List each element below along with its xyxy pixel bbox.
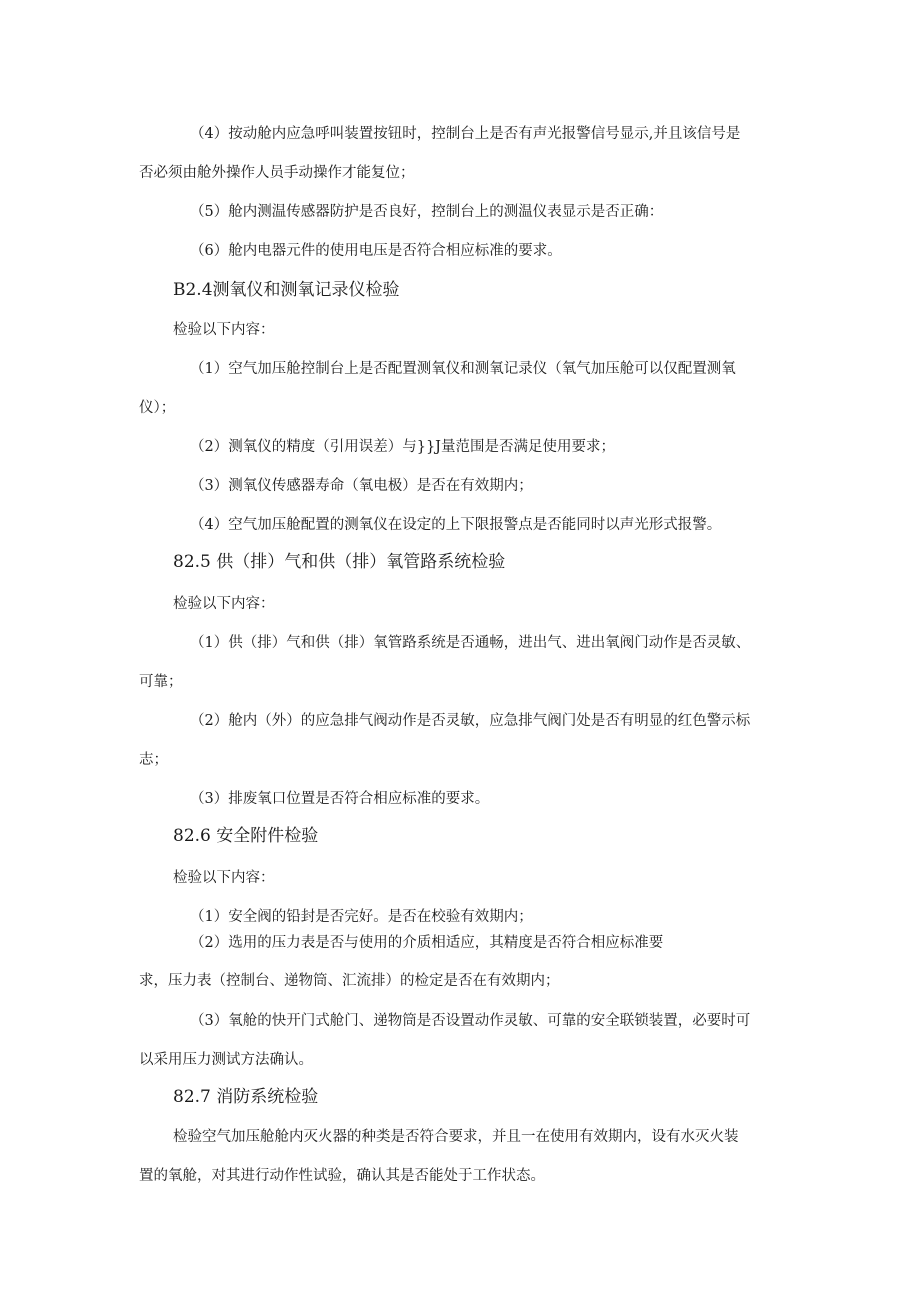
- paragraph: （2）舱内（外）的应急排气阀动作是否灵敏，应急排气阀门处是否有明显的红色警示标: [190, 713, 751, 729]
- paragraph: （2）选用的压力表是否与使用的介质相适应，其精度是否符合相应标准要: [190, 935, 664, 951]
- paragraph: （4）按动舱内应急呼叫装置按钮时，控制台上是否有声光报警信号显示,并且该信号是: [190, 126, 741, 142]
- paragraph: 否必须由舱外操作人员手动操作才能复位；: [139, 165, 415, 181]
- paragraph: （5）舱内测温传感器防护是否良好，控制台上的测温仪表显示是否正确：: [190, 204, 664, 220]
- paragraph: （4）空气加压舱配置的测氧仪在设定的上下限报警点是否能同时以声光形式报警。: [190, 517, 722, 533]
- paragraph: 求，压力表（控制台、递物筒、汇流排）的检定是否在有效期内；: [139, 973, 560, 989]
- paragraph: 仪）；: [139, 400, 176, 416]
- section-heading: B2.4测氧仪和测氧记录仪检验: [173, 280, 400, 300]
- paragraph: 检验空气加压舱舱内灭火器的种类是否符合要求，并且一在使用有效期内，设有水灭火装: [173, 1129, 739, 1145]
- paragraph: 检验以下内容：: [173, 596, 275, 612]
- paragraph: 以采用压力测试方法确认。: [139, 1052, 313, 1068]
- paragraph: （1）供（排）气和供（排）氧管路系统是否通畅，进出气、进出氧阀门动作是否灵敏、: [190, 635, 751, 651]
- section-heading: 82.5 供（排）气和供（排）氧管路系统检验: [173, 552, 506, 572]
- paragraph: （6）舱内电器元件的使用电压是否符合相应标准的要求。: [190, 243, 562, 259]
- section-heading: 82.6 安全附件检验: [173, 826, 319, 846]
- section-heading: 82.7 消防系统检验: [173, 1087, 319, 1107]
- paragraph: 检验以下内容：: [173, 322, 275, 338]
- paragraph: 可靠；: [139, 674, 183, 690]
- paragraph: （3）排废氧口位置是否符合相应标准的要求。: [190, 791, 490, 807]
- paragraph: （1）空气加压舱控制台上是否配置测氧仪和测氧记录仪（氧气加压舱可以仅配置测氧: [190, 361, 736, 377]
- paragraph: 志；: [139, 752, 168, 768]
- paragraph: （3）测氧仪传感器寿命（氧电极）是否在有效期内；: [190, 478, 533, 494]
- paragraph: 检验以下内容：: [173, 870, 275, 886]
- paragraph: （2）测氧仪的精度（引用误差）与}}J量范围是否满足使用要求；: [190, 439, 615, 455]
- paragraph: （1）安全阀的铅封是否完好。是否在校验有效期内；: [190, 909, 533, 925]
- paragraph: （3）氧舱的快开门式舱门、递物筒是否设置动作灵敏、可靠的安全联锁装置，必要时可: [190, 1013, 751, 1029]
- paragraph: 置的氧舱，对其进行动作性试验，确认其是否能处于工作状态。: [139, 1168, 545, 1184]
